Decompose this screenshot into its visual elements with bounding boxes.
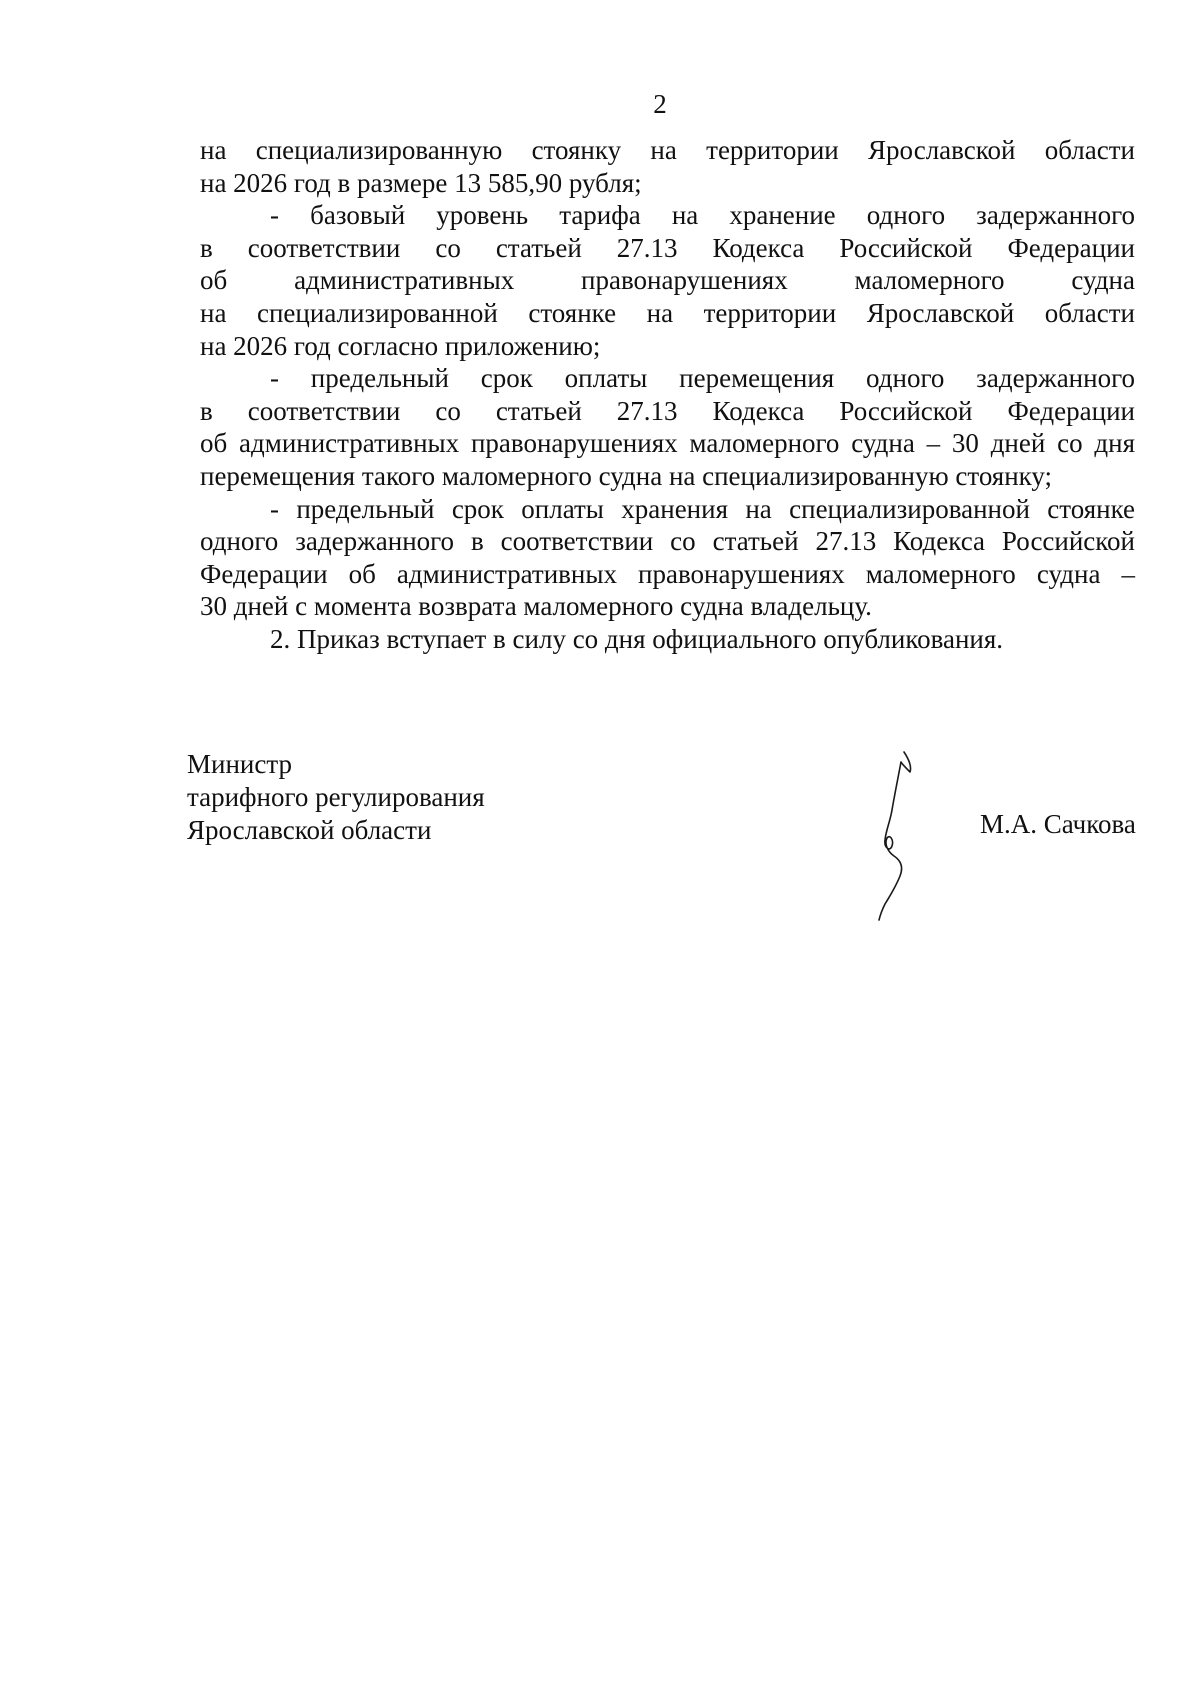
paragraph-transfer-payment-deadline [200,362,1135,492]
signatory-position-line: тарифного регулирования [187,782,485,812]
text-line: об административных правонарушениях маломерного судна – 30 дней со дня [200,428,1135,459]
text-line: 2. Приказ вступает в силу со дня официального опубликования. [270,623,1004,654]
text-line: на специализированной стоянке на территории Ярославской области [200,297,1135,328]
document-body [200,134,1135,656]
signatory-position-line: Ярославской области [187,815,432,845]
text-line: в соответствии со статьей 27.13 Кодекса Российской Федерации [200,232,1135,263]
text-line: - базовый уровень тарифа на хранение одного задержанного [270,200,1135,231]
signatory-position-line: Министр [187,749,292,779]
text-line: в соответствии со статьей 27.13 Кодекса Российской Федерации [200,395,1135,426]
handwritten-signature [868,748,928,923]
text-line: на 2026 год согласно приложению; [200,330,601,361]
text-line: перемещения такого маломерного судна на специализированную стоянку; [200,460,1053,491]
text-line: Федерации об административных правонарушениях маломерного судна – [200,558,1135,589]
paragraph-storage-tariff [200,199,1135,362]
text-line: одного задержанного в соответствии со статьей 27.13 Кодекса Российской [200,526,1135,557]
text-line: - предельный срок оплаты перемещения одного задержанного [270,363,1135,394]
paragraph-entry-into-force [200,623,1135,656]
paragraph-tariff-transfer-continuation [200,134,1135,199]
text-line: на 2026 год в размере 13 585,90 рубля; [200,167,642,198]
paragraph-storage-payment-deadline [200,493,1135,623]
text-line: 30 дней с момента возврата маломерного судна владельцу. [200,591,872,622]
signatory-position [187,748,485,847]
signatory-name: М.А. Сачкова [980,809,1136,839]
text-line: на специализированную стоянку на территории Ярославской области [200,135,1135,165]
text-line: об административных правонарушениях маломерного судна [200,265,1135,296]
text-line: - предельный срок оплаты хранения на специализированной стоянке [270,493,1135,524]
page-number: 2 [653,89,667,119]
